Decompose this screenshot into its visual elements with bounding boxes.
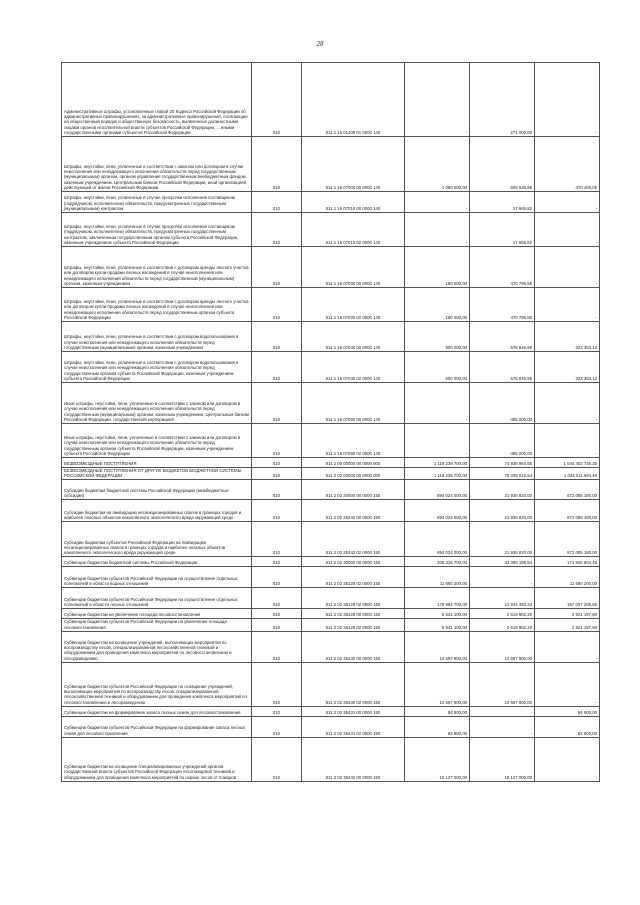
- row-approved-amount: 1 080 000,00: [405, 137, 470, 192]
- row-budget-code: 811 2 00 00000 00 0000 000: [302, 458, 405, 468]
- row-executed-amount: 18 127 000,00: [470, 737, 535, 781]
- row-budget-code: 811 2 02 35430 00 0000 150: [302, 631, 405, 662]
- row-budget-code: 811 1 16 07030 02 0000 140: [302, 288, 405, 322]
- row-name: Субвенции бюджетам субъектов Российской Федерации на осуществление отдельных полномочий в области водных отношений: [62, 567, 252, 588]
- row-executed-amount: 470 796,55: [470, 288, 535, 322]
- row-executed-amount: -455 000,00: [470, 424, 535, 458]
- row-unexecuted-amount: -: [535, 288, 600, 322]
- row-budget-code: 811 1 16 07040 00 0000 140: [302, 322, 405, 352]
- table-row: [62, 247, 600, 288]
- row-approved-amount: 11 690 200,00: [405, 567, 470, 588]
- row-approved-amount: -: [405, 383, 470, 424]
- row-name: Штрафы, неустойки, пени, уплаченные в соответствии с договором водопользования в случае неисполнения или ненадлежащего исполнения обязательств перед государственным (муниципальным) органом, казенным учреждением: [62, 322, 252, 352]
- row-executed-amount: -455 000,00: [470, 383, 535, 424]
- row-approved-amount: 1 119 239 700,00: [405, 468, 470, 480]
- row-approved-amount: 15 127 000,00: [405, 737, 470, 781]
- row-unexecuted-amount: 2 921 197,80: [535, 609, 600, 619]
- row-executed-amount: 21 944 493,34: [470, 588, 535, 609]
- row-budget-code: 811 2 02 35128 02 0000 150: [302, 567, 405, 588]
- table-row: [62, 213, 600, 247]
- row-executed-amount: 2 619 902,20: [470, 619, 535, 631]
- row-name: Иные штрафы, неустойки, пени, уплаченные в соответствии с законом или договором в случае неисполнения или ненадлежащего исполнения обязательств перед государственным (муниципальным) органом, казенным учреждением, Центральным банком Российской Федерации, государственной корпорацией: [62, 383, 252, 424]
- table-row: [62, 716, 600, 737]
- row-line-code: 010: [252, 500, 302, 522]
- row-line-code: 010: [252, 619, 302, 631]
- row-approved-amount: -: [405, 192, 470, 213]
- row-name: Субсидии бюджетам бюджетной системы Российской Федерации (межбюджетные субсидии): [62, 480, 252, 500]
- row-name: Субсидии бюджетам субъектов Российской Федерации на ликвидацию несанкционированных свалок в границах городов и наиболее опасных объектов накопленного экологического вреда окружающей среде: [62, 522, 252, 557]
- row-unexecuted-amount: 84 900,00: [535, 716, 600, 737]
- row-unexecuted-amount: 11 690 200,00: [535, 567, 600, 588]
- row-unexecuted-amount: 1 044 011 684,46: [535, 468, 600, 480]
- row-budget-code: 811 2 02 25242 00 0000 150: [302, 500, 405, 522]
- table-row: [62, 662, 600, 706]
- table-row: [62, 588, 600, 609]
- row-approved-amount: 84 900,00: [405, 706, 470, 716]
- table-row: [62, 500, 600, 522]
- row-approved-amount: 180 000,00: [405, 247, 470, 288]
- row-unexecuted-amount: 323 353,12: [535, 352, 600, 383]
- row-unexecuted-amount: 470 469,05: [535, 137, 600, 192]
- row-executed-amount: 75 338 015,54: [470, 468, 535, 480]
- table-row: [62, 192, 600, 213]
- row-name: БЕЗВОЗМЕЗДНЫЕ ПОСТУПЛЕНИЯ ОТ ДРУГИХ БЮДЖЕТОВ БЮДЖЕТНОЙ СИСТЕМЫ РОССИЙСКОЙ ФЕДЕРАЦИИ: [62, 468, 252, 480]
- row-executed-amount: 21 938 820,00: [470, 480, 535, 500]
- row-name: Субвенции бюджетам субъектов Российской Федерации на формирование запаса лесных семян для лесовосстановления: [62, 716, 252, 737]
- row-name: Штрафы, неустойки, пени, уплаченные в соответствии с договором аренды лесного участка или договором купли-продажи лесных насаждений в случае неисполнения или ненадлежащего исполнения обязательств перед государственным органом субъекта Российской Федерации: [62, 288, 252, 322]
- row-executed-amount: 609 530,95: [470, 137, 535, 192]
- row-name: Штрафы, неустойки, пени, уплаченные в соответствии с договором водопользования в случае неисполнения или ненадлежащего исполнения обязательств перед государственным органом субъекта Российской Федерации, казенным учреждением субъекта Российской Федерации: [62, 352, 252, 383]
- row-budget-code: 811 1 16 07010 02 0000 140: [302, 213, 405, 247]
- row-unexecuted-amount: -: [535, 192, 600, 213]
- row-unexecuted-amount: 171 926 504,46: [535, 557, 600, 567]
- table-row: [62, 424, 600, 458]
- row-approved-amount: 5 541 100,00: [405, 609, 470, 619]
- row-line-code: 010: [252, 557, 302, 567]
- row-executed-amount: 470 796,55: [470, 247, 535, 288]
- row-executed-amount: 10 697 800,00: [470, 631, 535, 662]
- table-row: [62, 522, 600, 557]
- row-name: Субвенции бюджетам субъектов Российской Федерации на увеличение площади лесовосстановления: [62, 619, 252, 631]
- row-unexecuted-amount: 2 921 197,80: [535, 619, 600, 631]
- row-budget-code: 811 2 02 35431 02 0000 150: [302, 716, 405, 737]
- row-line-code: 010: [252, 588, 302, 609]
- row-name: Штрафы, неустойки, пени, уплаченные в случае просрочки исполнения поставщиком (подрядчиком, исполнителем) обязательств, предусмотренных государственным контрактом, заключенным государственным органом субъекта Российской Федерации, казенным учреждением субъекта Российской Федерации: [62, 213, 252, 247]
- row-approved-amount: 1 119 239 700,00: [405, 458, 470, 468]
- row-unexecuted-amount: 323 353,12: [535, 322, 600, 352]
- row-unexecuted-amount: 872 085 180,00: [535, 500, 600, 522]
- row-approved-amount: 900 000,00: [405, 322, 470, 352]
- row-name: Субвенции бюджетам на оснащение учреждений, выполняющих мероприятия по воспроизводству лесов, специализированной лесохозяйственной техникой и оборудованием для проведения комплекса мероприятий по лесовосстановлению и лесоразведению: [62, 631, 252, 662]
- row-line-code: 010: [252, 662, 302, 706]
- row-budget-code: 811 1 16 07000 00 0000 140: [302, 137, 405, 192]
- row-executed-amount: -: [470, 567, 535, 588]
- table-row: [62, 619, 600, 631]
- row-name: Субвенции бюджетам субъектов Российской Федерации на осуществление отдельных полномочий в области лесных отношений: [62, 588, 252, 609]
- row-budget-code: 811 2 02 00000 00 0000 000: [302, 468, 405, 480]
- row-unexecuted-amount: -: [535, 383, 600, 424]
- table-row: [62, 352, 600, 383]
- row-approved-amount: -: [405, 213, 470, 247]
- row-executed-amount: 10 697 800,00: [470, 662, 535, 706]
- table-row: [62, 468, 600, 480]
- row-line-code: 010: [252, 716, 302, 737]
- row-unexecuted-amount: -: [535, 737, 600, 781]
- row-approved-amount: 894 024 000,00: [405, 500, 470, 522]
- row-line-code: 010: [252, 737, 302, 781]
- row-budget-code: 811 1 16 01205 01 0000 140: [302, 63, 405, 137]
- row-unexecuted-amount: 1 044 402 735,35: [535, 458, 600, 468]
- budget-table: [61, 62, 600, 782]
- row-line-code: 010: [252, 137, 302, 192]
- row-budget-code: 811 1 16 07030 00 0000 140: [302, 247, 405, 288]
- row-line-code: 010: [252, 322, 302, 352]
- table-row: [62, 631, 600, 662]
- row-line-code: 010: [252, 247, 302, 288]
- row-budget-code: 811 1 16 07040 02 0000 140: [302, 352, 405, 383]
- row-budget-code: 811 2 02 35129 02 0000 150: [302, 588, 405, 609]
- row-executed-amount: 74 836 964,65: [470, 458, 535, 468]
- row-line-code: 010: [252, 383, 302, 424]
- row-line-code: 010: [252, 424, 302, 458]
- row-name: Субсидии бюджетам на ликвидацию несанкционированных свалок в границах городов и наиболее опасных объектов накопленного экологического вреда окружающей среде: [62, 500, 252, 522]
- row-line-code: 010: [252, 567, 302, 588]
- row-unexecuted-amount: -: [535, 213, 600, 247]
- row-line-code: 010: [252, 522, 302, 557]
- row-budget-code: 811 2 02 25242 02 0000 150: [302, 522, 405, 557]
- table-row: [62, 63, 600, 137]
- table-row: [62, 137, 600, 192]
- table-row: [62, 567, 600, 588]
- row-executed-amount: 33 389 195,54: [470, 557, 535, 567]
- row-budget-code: 811 2 02 35432 00 0000 150: [302, 737, 405, 781]
- row-unexecuted-amount: -: [535, 424, 600, 458]
- row-line-code: 010: [252, 288, 302, 322]
- row-executed-amount: 21 938 820,00: [470, 500, 535, 522]
- row-budget-code: 811 1 16 07090 02 0000 140: [302, 424, 405, 458]
- row-line-code: 010: [252, 706, 302, 716]
- row-name: Субвенции бюджетам на увеличение площади лесовосстановления: [62, 609, 252, 619]
- row-unexecuted-amount: -: [535, 631, 600, 662]
- table-row: [62, 557, 600, 567]
- row-budget-code: 811 1 16 07090 00 0000 140: [302, 383, 405, 424]
- row-approved-amount: 178 884 700,00: [405, 588, 470, 609]
- table-row: [62, 706, 600, 716]
- row-budget-code: 811 2 02 35430 02 0000 150: [302, 662, 405, 706]
- row-line-code: 010: [252, 631, 302, 662]
- table-row: [62, 609, 600, 619]
- page-number: 28: [316, 40, 324, 48]
- row-executed-amount: 271 000,00: [470, 63, 535, 137]
- row-executed-amount: 21 938 820,00: [470, 522, 535, 557]
- table-row: [62, 480, 600, 500]
- row-name: Субвенции бюджетам на оснащение специализированных учреждений органов государственной власти субъектов Российской Федерации лесопожарной техникой и оборудованием для проведения комплекса мероприятий по охране лесов от пожаров: [62, 737, 252, 781]
- row-name: Иные штрафы, неустойки, пени, уплаченные в соответствии с законом или договором в случае неисполнения или ненадлежащего исполнения обязательств перед государственным органом субъекта Российской Федерации, казенным учреждением субъекта Российской Федерации: [62, 424, 252, 458]
- row-line-code: 010: [252, 352, 302, 383]
- row-approved-amount: -: [405, 63, 470, 137]
- row-name: Субвенции бюджетам бюджетной системы Российской Федерации: [62, 557, 252, 567]
- table-row: [62, 737, 600, 781]
- row-unexecuted-amount: 872 085 180,00: [535, 480, 600, 500]
- row-line-code: 010: [252, 213, 302, 247]
- row-budget-code: 811 2 02 35429 00 0000 150: [302, 609, 405, 619]
- row-budget-code: 811 2 02 35429 02 0000 150: [302, 619, 405, 631]
- row-unexecuted-amount: 157 007 206,66: [535, 588, 600, 609]
- row-approved-amount: 10 697 800,00: [405, 662, 470, 706]
- row-unexecuted-amount: 84 900,00: [535, 706, 600, 716]
- row-unexecuted-amount: -: [535, 247, 600, 288]
- table-row: [62, 383, 600, 424]
- table-row: [62, 288, 600, 322]
- row-approved-amount: 10 697 800,00: [405, 631, 470, 662]
- row-executed-amount: -: [470, 706, 535, 716]
- row-name: Штрафы, неустойки, пени, уплаченные в случае просрочки исполнения поставщиком (подрядчиком, исполнителем) обязательств, предусмотренных государственным (муниципальным) контрактом: [62, 192, 252, 213]
- row-executed-amount: -: [470, 716, 535, 737]
- table-row: [62, 322, 600, 352]
- row-name: БЕЗВОЗМЕЗДНЫЕ ПОСТУПЛЕНИЯ: [62, 458, 252, 468]
- row-approved-amount: 84 900,00: [405, 716, 470, 737]
- row-approved-amount: 900 000,00: [405, 352, 470, 383]
- row-unexecuted-amount: -: [535, 63, 600, 137]
- row-line-code: 010: [252, 192, 302, 213]
- row-executed-amount: 17 665,82: [470, 213, 535, 247]
- row-unexecuted-amount: -: [535, 662, 600, 706]
- row-line-code: 010: [252, 63, 302, 137]
- row-approved-amount: 894 024 000,00: [405, 480, 470, 500]
- row-name: Административные штрафы, установленные главой 20 Кодекса Российской Федерации об административных правонарушениях, за административные правонарушения, посягающие на общественный порядок и общественную безопасность, выявленные должностными лицами органов исполнительной власти субъектов Российской Федерации, ... иными государственными органами субъектов Российской Федерации: [62, 63, 252, 137]
- row-name: Субвенции бюджетам субъектов Российской Федерации на оснащение учреждений, выполняющих мероприятия по воспроизводству лесов, специализированной лесохозяйственной техникой и оборудованием для проведения комплекса мероприятий по лесовосстановлению и лесоразведению: [62, 662, 252, 706]
- row-budget-code: 811 2 02 30000 00 0000 150: [302, 557, 405, 567]
- row-approved-amount: 894 024 000,00: [405, 522, 470, 557]
- row-executed-amount: 576 646,88: [470, 322, 535, 352]
- row-name: Штрафы, неустойки, пени, уплаченные в соответствии с законом или договором в случае неисполнения или ненадлежащего исполнения обязательств перед государственным (муниципальным) органом, органом управления государственным внебюджетным фондом, казенным учреждением, Центральным банком Российской Федерации, иной организацией, действующей от имени Российской Федерации: [62, 137, 252, 192]
- row-executed-amount: 2 619 902,20: [470, 609, 535, 619]
- row-line-code: 010: [252, 468, 302, 480]
- row-name: Субвенции бюджетам на формирование запаса лесных семян для лесовосстановления: [62, 706, 252, 716]
- row-executed-amount: 576 646,88: [470, 352, 535, 383]
- row-line-code: 010: [252, 458, 302, 468]
- row-approved-amount: 180 000,00: [405, 288, 470, 322]
- row-approved-amount: -: [405, 424, 470, 458]
- row-name: Штрафы, неустойки, пени, уплаченные в соответствии с договором аренды лесного участка или договором купли-продажи лесных насаждений в случае неисполнения или ненадлежащего исполнения обязательств перед государственным (муниципальным) органом, казенным учреждением: [62, 247, 252, 288]
- row-budget-code: 811 2 02 35431 00 0000 150: [302, 706, 405, 716]
- row-approved-amount: 5 541 100,00: [405, 619, 470, 631]
- table-row: [62, 458, 600, 468]
- row-budget-code: 811 1 16 07010 00 0000 140: [302, 192, 405, 213]
- row-line-code: 010: [252, 609, 302, 619]
- row-executed-amount: 17 665,82: [470, 192, 535, 213]
- row-unexecuted-amount: 872 085 180,00: [535, 522, 600, 557]
- row-approved-amount: 205 315 700,00: [405, 557, 470, 567]
- row-line-code: 010: [252, 480, 302, 500]
- row-budget-code: 811 2 02 20000 00 0000 150: [302, 480, 405, 500]
